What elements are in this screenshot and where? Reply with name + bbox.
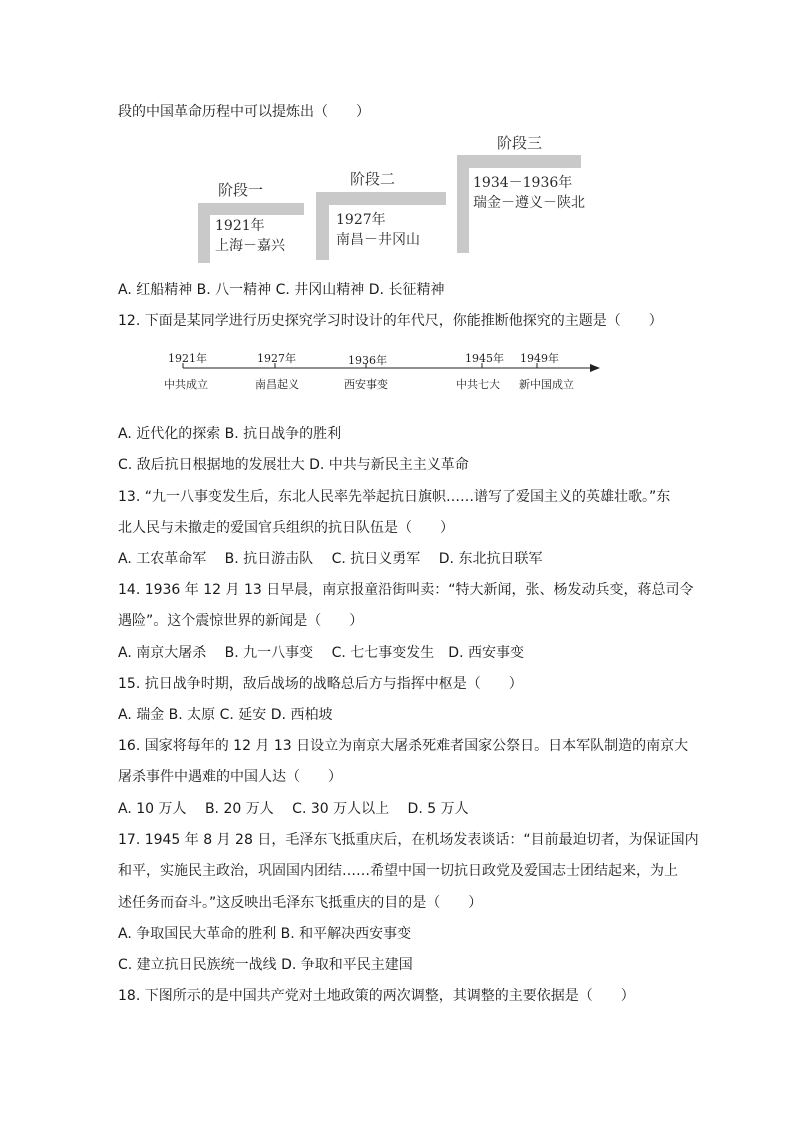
timeline-year: 1936年 bbox=[348, 354, 387, 367]
timeline-event: 西安事变 bbox=[344, 378, 388, 391]
timeline-year: 1945年 bbox=[465, 352, 504, 365]
stage-2-place: 南昌－井冈山 bbox=[336, 232, 420, 248]
question-18-stem: 18. 下图所示的是中国共产党对土地政策的两次调整，其调整的主要依据是（ ） bbox=[118, 988, 635, 1004]
question-12-option-1: A. 近代化的探索 B. 抗日战争的胜利 bbox=[118, 426, 342, 442]
stage-1-side-bar bbox=[198, 203, 210, 263]
question-13-options: A. 工农革命军 B. 抗日游击队 C. 抗日义勇军 D. 东北抗日联军 bbox=[118, 551, 543, 567]
question-17-option-1: A. 争取国民大革命的胜利 B. 和平解决西安事变 bbox=[118, 926, 412, 942]
question-12-stem: 12. 下面是某同学进行历史探究学习时设计的年代尺，你能推断他探究的主题是（ ） bbox=[118, 313, 663, 329]
question-14-stem-2: 遇险”。这个震惊世界的新闻是（ ） bbox=[118, 613, 364, 629]
question-17-stem-1: 17. 1945 年 8 月 28 日，毛泽东飞抵重庆后，在机场发表谈话：“目前最迫切者，为保证国内 bbox=[118, 832, 699, 848]
question-13-stem-1: 13. “九一八事变发生后，东北人民率先举起抗日旗帜……谱写了爱国主义的英雄壮歌。”东 bbox=[118, 489, 671, 505]
stage-2-label: 阶段二 bbox=[350, 170, 396, 188]
stage-3-year: 1934－1936年 bbox=[473, 175, 573, 191]
stage-3-place: 瑞金－遵义－陕北 bbox=[473, 195, 585, 211]
question-16-stem-2: 屠杀事件中遇难的中国人达（ ） bbox=[118, 769, 342, 785]
timeline-event: 中共成立 bbox=[164, 378, 208, 391]
question-11-stem-end: 段的中国革命历程中可以提炼出（ ） bbox=[118, 104, 370, 120]
timeline-year: 1921年 bbox=[168, 352, 207, 365]
question-16-options: A. 10 万人 B. 20 万人 C. 30 万人以上 D. 5 万人 bbox=[118, 801, 469, 817]
stage-1-top-bar bbox=[198, 203, 304, 215]
question-11-options: A. 红船精神 B. 八一精神 C. 井冈山精神 D. 长征精神 bbox=[118, 282, 445, 298]
timeline-year: 1927年 bbox=[257, 352, 296, 365]
question-17-stem-2: 和平，实施民主政治，巩固国内团结……希望中国一切抗日政党及爱国志士团结起来，为上 bbox=[118, 863, 678, 879]
question-15-stem: 15. 抗日战争时期，敌后战场的战略总后方与指挥中枢是（ ） bbox=[118, 676, 523, 692]
timeline-event: 新中国成立 bbox=[519, 378, 574, 391]
stage-1-year: 1921年 bbox=[215, 218, 265, 234]
timeline-event: 南昌起义 bbox=[255, 378, 299, 391]
question-17-option-2: C. 建立抗日民族统一战线 D. 争取和平民主建国 bbox=[118, 957, 413, 973]
stage-1-place: 上海－嘉兴 bbox=[215, 238, 285, 254]
question-14-stem-1: 14. 1936 年 12 月 13 日早晨，南京报童沿街叫卖：“特大新闻，张、杨发动兵变，蒋总司令 bbox=[118, 582, 694, 598]
question-12-option-2: C. 敌后抗日根据地的发展壮大 D. 中共与新民主主义革命 bbox=[118, 457, 469, 473]
stage-2-year: 1927年 bbox=[336, 212, 386, 228]
stage-1-label: 阶段一 bbox=[218, 181, 264, 199]
timeline-year: 1949年 bbox=[520, 352, 559, 365]
timeline-event: 中共七大 bbox=[456, 378, 500, 391]
question-13-stem-2: 北人民与未撤走的爱国官兵组织的抗日队伍是（ ） bbox=[118, 520, 454, 536]
timeline-arrow-icon bbox=[590, 364, 600, 372]
question-14-options: A. 南京大屠杀 B. 九一八事变 C. 七七事变发生 D. 西安事变 bbox=[118, 645, 524, 661]
stage-3-side-bar bbox=[457, 155, 469, 253]
stage-2-top-bar bbox=[316, 192, 446, 205]
question-16-stem-1: 16. 国家将每年的 12 月 13 日设立为南京大屠杀死难者国家公祭日。日本军队制造的南京大 bbox=[118, 738, 689, 754]
stage-3-top-bar bbox=[457, 155, 581, 168]
question-17-stem-3: 述任务而奋斗。”这反映出毛泽东飞抵重庆的目的是（ ） bbox=[118, 895, 483, 911]
question-15-options: A. 瑞金 B. 太原 C. 延安 D. 西柏坡 bbox=[118, 707, 333, 723]
stage-3-label: 阶段三 bbox=[497, 134, 543, 152]
stage-2-side-bar bbox=[316, 192, 329, 260]
